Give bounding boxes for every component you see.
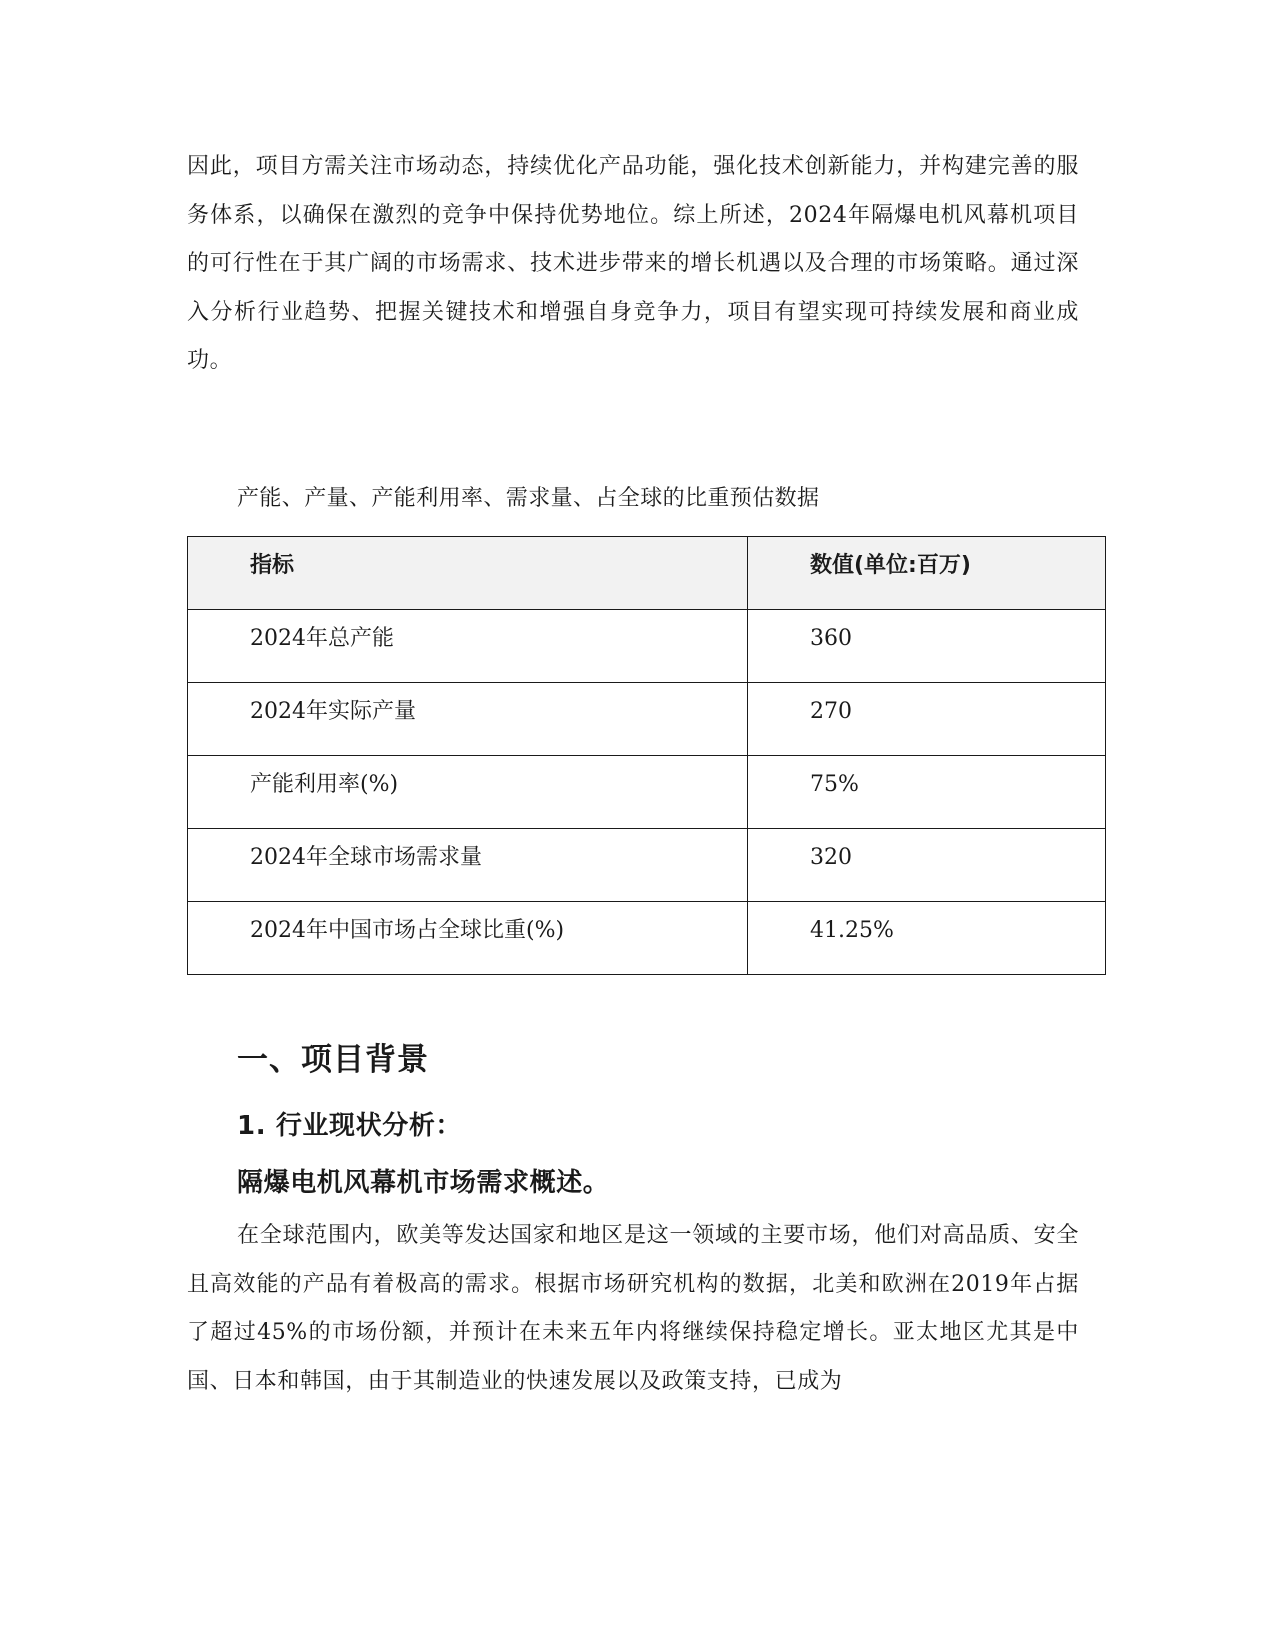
subsection-heading: 1. 行业现状分析：: [237, 1111, 463, 1141]
table-cell-indicator: 2024年总产能: [188, 610, 748, 683]
table-cell-indicator: 产能利用率(%): [188, 756, 748, 829]
intro-paragraph: 因此，项目方需关注市场动态，持续优化产品功能，强化技术创新能力，并构建完善的服务体系，以确保在激烈的竞争中保持优势地位。综上所述，2024年隔爆电机风幕机项目的可行性在于其广阔的市场需求、技术进步带来的增长机遇以及合理的市场策略。通过深入分析行业趋势、把握关键技术和增强自身竞争力，项目有望实现可持续发展和商业成功。: [187, 154, 1079, 373]
table-header-value: 数值(单位:百万): [748, 537, 1106, 610]
table-cell-value: 75%: [748, 756, 1106, 829]
table-row: [188, 829, 1106, 902]
table-row: [188, 610, 1106, 683]
table-cell-value: 360: [748, 610, 1106, 683]
table-cell-indicator: 2024年实际产量: [188, 683, 748, 756]
table-row: [188, 756, 1106, 829]
section-heading: 一、项目背景: [237, 1042, 429, 1078]
body-paragraph: 在全球范围内，欧美等发达国家和地区是这一领域的主要市场，他们对高品质、安全且高效能的产品有着极高的需求。根据市场研究机构的数据，北美和欧洲在2019年占据了超过45%的市场份额，并预计在未来五年内将继续保持稳定增长。亚太地区尤其是中国、日本和韩国，由于其制造业的快速发展以及政策支持，已成为: [187, 1223, 1079, 1394]
data-table: [187, 536, 1106, 975]
table-cell-indicator: 2024年全球市场需求量: [188, 829, 748, 902]
table-cell-value: 320: [748, 829, 1106, 902]
sub-subsection-heading: 隔爆电机风幕机市场需求概述。: [237, 1168, 610, 1198]
table-cell-indicator: 2024年中国市场占全球比重(%): [188, 902, 748, 975]
table-cell-value: 41.25%: [748, 902, 1106, 975]
table-row: [188, 902, 1106, 975]
table-header-indicator: 指标: [188, 537, 748, 610]
table-cell-value: 270: [748, 683, 1106, 756]
table-row: [188, 683, 1106, 756]
table-header-row: [188, 537, 1106, 610]
table-caption: 产能、产量、产能利用率、需求量、占全球的比重预估数据: [237, 486, 820, 511]
